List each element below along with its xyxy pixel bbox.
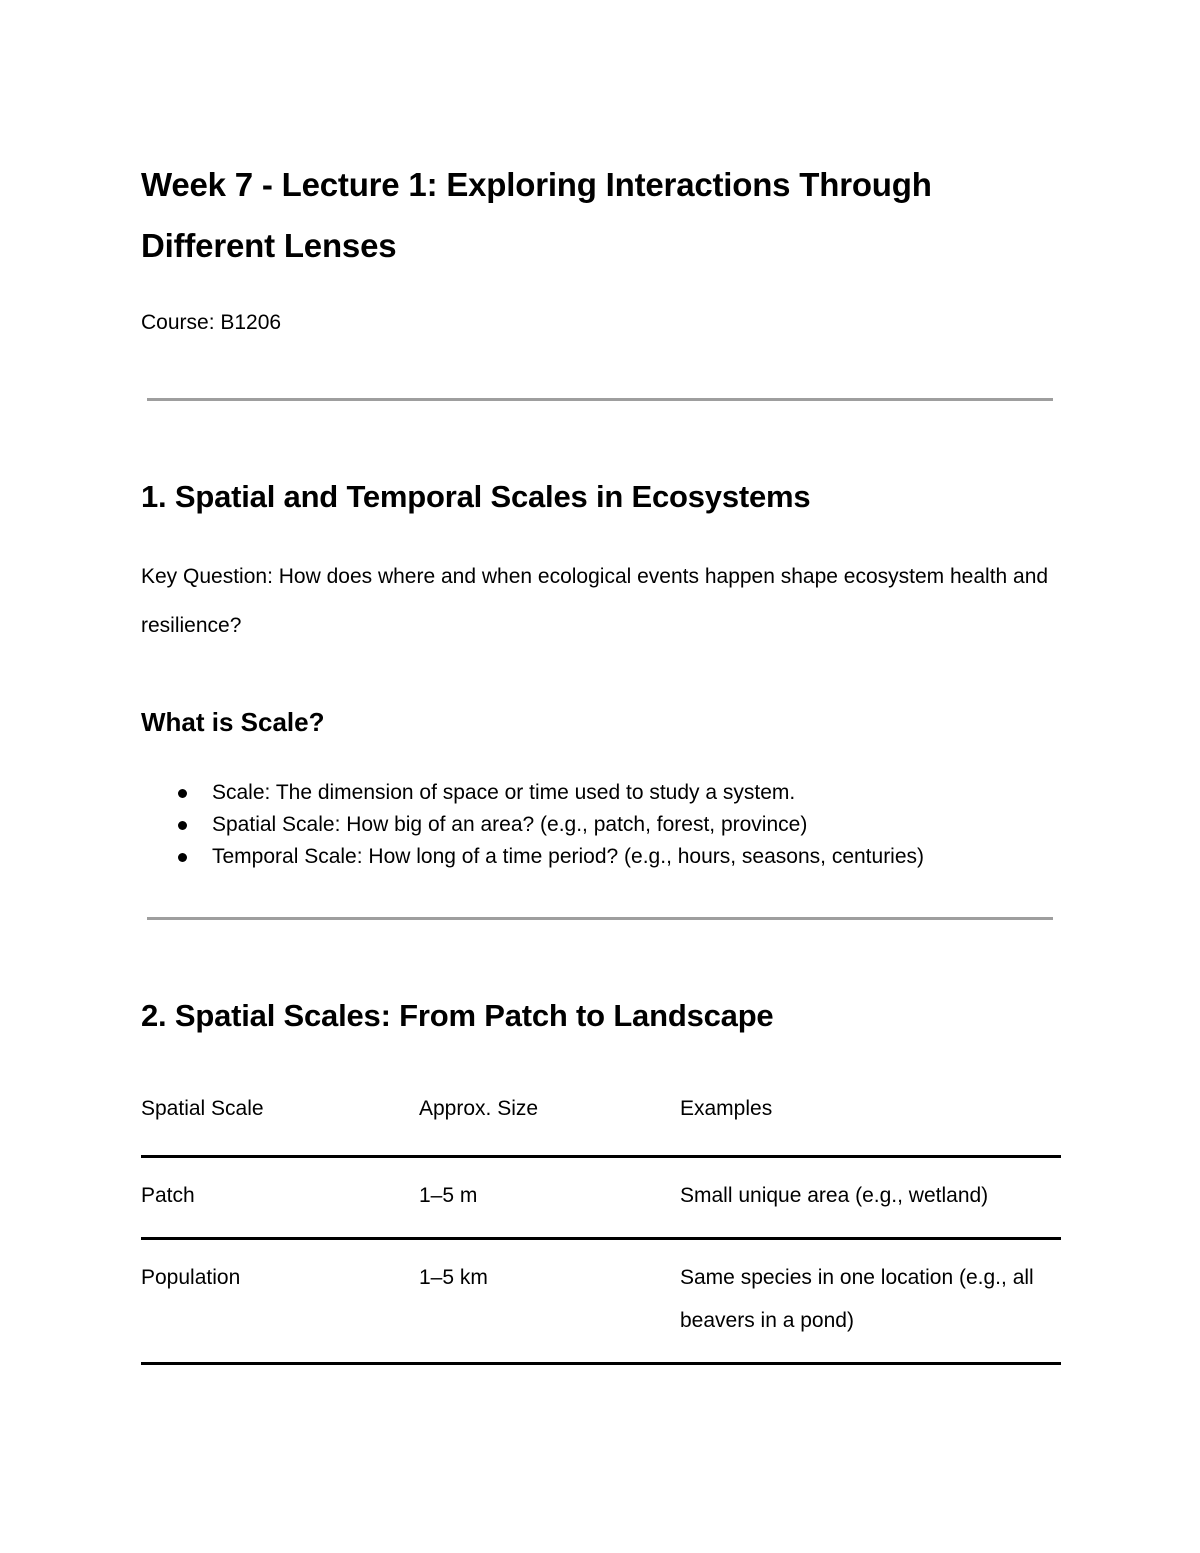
list-item [141, 841, 924, 873]
bullet-icon [178, 853, 187, 862]
table-row [141, 1239, 1061, 1364]
list-item [141, 777, 924, 809]
table-cell: 1–5 m [419, 1184, 478, 1207]
section-2-heading: 2. Spatial Scales: From Patch to Landscape [141, 998, 774, 1033]
table-cell: Population [141, 1266, 241, 1289]
list-item-text: Spatial Scale: How big of an area? (e.g., patch, forest, province) [212, 813, 808, 836]
column-header-examples: Examples [680, 1097, 773, 1120]
what-is-scale-heading: What is Scale? [141, 707, 325, 737]
table-cell: 1–5 km [419, 1266, 488, 1289]
list-item-text: Scale: The dimension of space or time used to study a system. [212, 781, 796, 804]
table-cell: Patch [141, 1184, 195, 1207]
list-item [141, 809, 924, 841]
table-row [141, 1157, 1061, 1239]
horizontal-divider [147, 398, 1053, 401]
key-question: Key Question: How does where and when ecological events happen shape ecosystem health and resilience? [141, 565, 1049, 637]
table-cell: Same species in one location (e.g., all beavers in a pond) [680, 1266, 1034, 1332]
document-title: Week 7 - Lecture 1: Exploring Interactions Through Different Lenses [141, 166, 932, 264]
table-cell: Small unique area (e.g., wetland) [680, 1184, 989, 1207]
spatial-scales-table [141, 1082, 1061, 1365]
bullet-icon [178, 789, 187, 798]
section-1-heading: 1. Spatial and Temporal Scales in Ecosystems [141, 479, 811, 514]
bullet-icon [178, 821, 187, 830]
course-label: Course: B1206 [141, 311, 282, 334]
column-header-spatial-scale: Spatial Scale [141, 1097, 264, 1120]
table-header-row [141, 1082, 1061, 1157]
scale-definitions-list [141, 777, 924, 873]
horizontal-divider [147, 917, 1053, 920]
list-item-text: Temporal Scale: How long of a time period? (e.g., hours, seasons, centuries) [212, 845, 925, 868]
column-header-approx-size: Approx. Size [419, 1097, 539, 1120]
